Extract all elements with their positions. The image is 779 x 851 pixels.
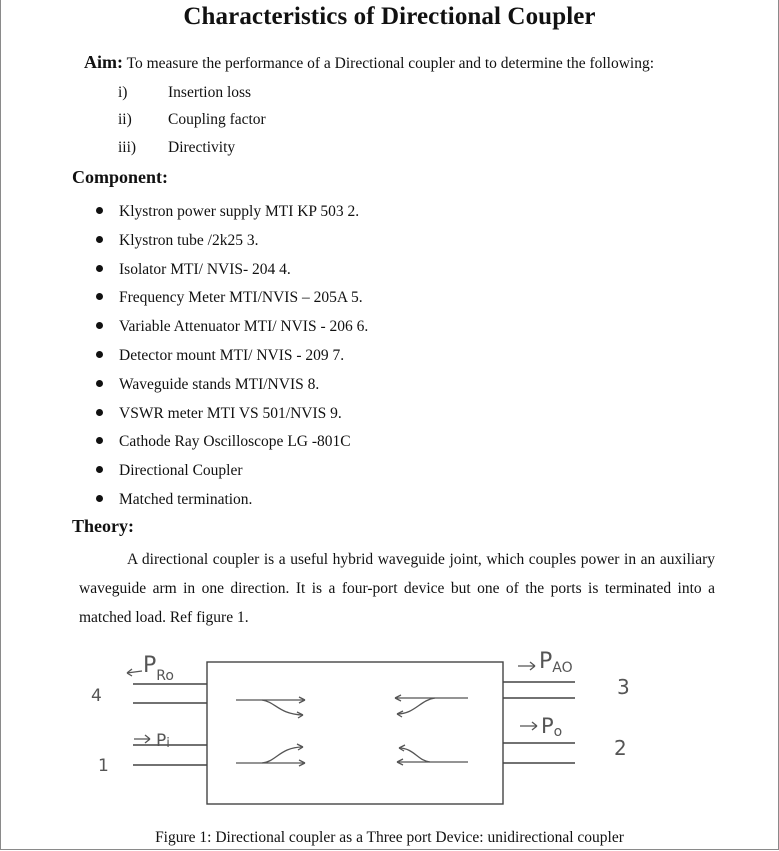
aim-line [84,52,654,73]
objective-number: ii) [118,111,132,128]
bullet-icon [96,380,103,387]
coupler-body [207,662,503,804]
bullet-icon [96,236,103,243]
port-3-label: 3 [617,675,630,699]
aim-label: Aim: [84,52,123,72]
label-p-o: Po [541,714,563,740]
coupled-arrow-icon [262,700,303,715]
theory-heading: Theory: [72,516,134,536]
list-item [96,198,596,227]
objective-number: iii) [118,139,137,156]
list-item [96,342,596,371]
list-item [96,400,596,429]
component-heading: Component: [72,167,169,187]
port-1-label: 1 [98,756,109,776]
arrow-right-icon [518,662,535,670]
coupled-arrow-icon [262,747,303,763]
list-item [96,313,596,342]
theory-paragraph: A directional coupler is a useful hybrid waveguide joint, which couples power in an auxiliary waveguide arm in one direction. It is a four-port device but one of the ports is terminated into a matched load. Ref figure 1. [79,551,715,626]
bullet-icon [96,322,103,329]
list-item [96,428,596,457]
bullet-icon [96,409,103,416]
port-4-label: 4 [91,686,102,706]
list-item [96,227,596,256]
arrow-right-icon [134,735,150,743]
objective-number: i) [118,84,128,101]
component-text: Directional Coupler [119,462,243,480]
component-text: VSWR meter MTI VS 501/NVIS 9. [119,404,342,422]
label-p-ro: $P_{Ro}$ [143,653,174,684]
component-text: Variable Attenuator MTI/ NVIS - 206 6. [119,318,369,336]
component-text: Isolator MTI/ NVIS- 204 4. [119,260,291,278]
component-list [96,198,596,515]
bullet-icon [96,265,103,272]
page-title: Characteristics of Directional Coupler [183,3,596,30]
port-2-label: 2 [614,736,627,760]
list-item [96,486,596,515]
objective-text: Insertion loss [168,84,252,101]
bullet-icon [96,495,103,502]
list-item [96,457,596,486]
label-p-i: Pi [156,731,170,751]
coupler-diagram [0,630,779,830]
objective-item [118,111,266,129]
arrow-left-icon [127,669,142,676]
bullet-icon [96,466,103,473]
bullet-icon [96,207,103,214]
arrow-right-icon [520,722,537,730]
aim-text: To measure the performance of a Directional coupler and to determine the following: [126,55,655,72]
component-text: Frequency Meter MTI/NVIS – 205A 5. [119,289,363,307]
bullet-icon [96,437,103,444]
list-item [96,256,596,285]
component-text: Waveguide stands MTI/NVIS 8. [119,375,320,393]
component-text: Klystron power supply MTI KP 503 2. [119,203,360,220]
figure-caption: Figure 1: Directional coupler as a Three port Device: unidirectional coupler [155,829,624,846]
component-text: Cathode Ray Oscilloscope LG -801C [119,433,351,451]
label-p-ao: PAO [539,649,573,676]
objective-text: Directivity [168,139,236,156]
list-item [96,371,596,400]
component-text: Detector mount MTI/ NVIS - 209 7. [119,346,345,364]
objective-item [118,139,235,157]
component-text: Matched termination. [119,490,253,508]
component-text: Klystron tube /2k25 3. [119,231,259,249]
bullet-icon [96,293,103,300]
list-item [96,284,596,313]
objective-text: Coupling factor [168,111,266,128]
objective-item [118,84,251,102]
bullet-icon [96,351,103,358]
